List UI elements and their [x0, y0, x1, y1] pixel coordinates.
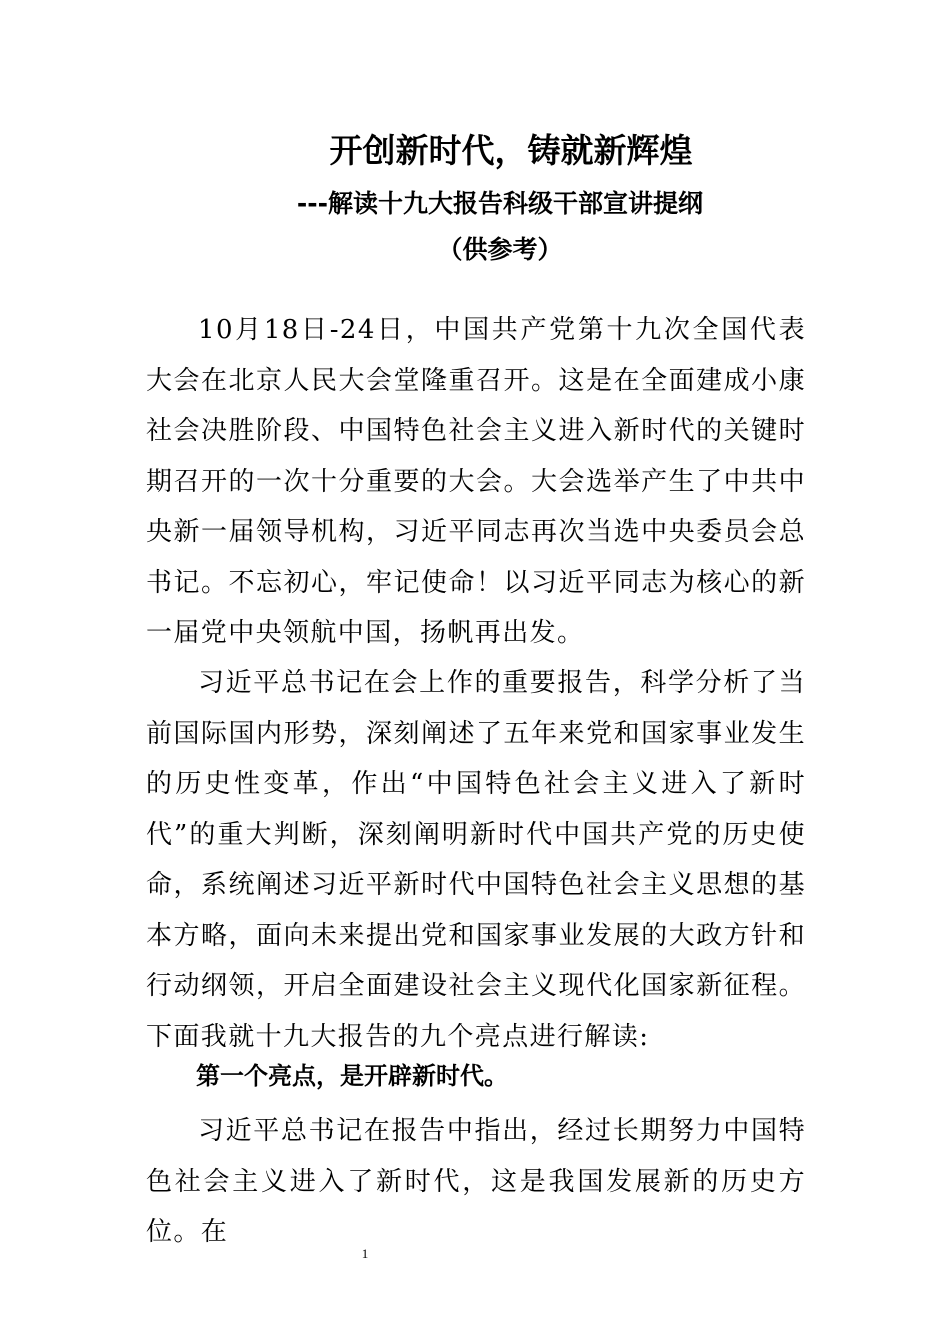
document-subtitle: ---解读十九大报告科级干部宣讲提纲 — [296, 189, 704, 218]
document-title: 开创新时代，铸就新辉煌 — [329, 131, 693, 170]
intro-paragraph: 10月18日-24日，中国共产党第十九次全国代表大会在北京人民大会堂隆重召开。这是在全面建成小康社会决胜阶段、中国特色社会主义进入新时代的关键时期召开的一次十分重要的大会。大会选举产生了中共中央新一届领导机构，习近平同志再次当选中央委员会总书记。不忘初心，牢记使命！以习近平同志为核心的新一届党中央领航中国，扬帆再出发。 — [146, 315, 806, 648]
report-summary-paragraph: 习近平总书记在会上作的重要报告，科学分析了当前国际国内形势，深刻阐述了五年来党和国家事业发生的历史性变革，作出“中国特色社会主义进入了新时代”的重大判断，深刻阐明新时代中国共产党的历史使命，系统阐述习近平新时代中国特色社会主义思想的基本方略，面向未来提出党和国家事业发展的大政方针和行动纲领，开启全面建设社会主义现代化国家新征程。下面我就十九大报告的九个亮点进行解读: — [146, 668, 806, 1052]
section-heading: 第一个亮点，是开辟新时代。 — [196, 1062, 508, 1090]
section-paragraph: 习近平总书记在报告中指出，经过长期努力中国特色社会主义进入了新时代，这是我国发展新的历史方位。在 — [146, 1116, 806, 1247]
page-number: 1 — [361, 1246, 369, 1261]
reference-note: （供参考） — [437, 235, 563, 264]
